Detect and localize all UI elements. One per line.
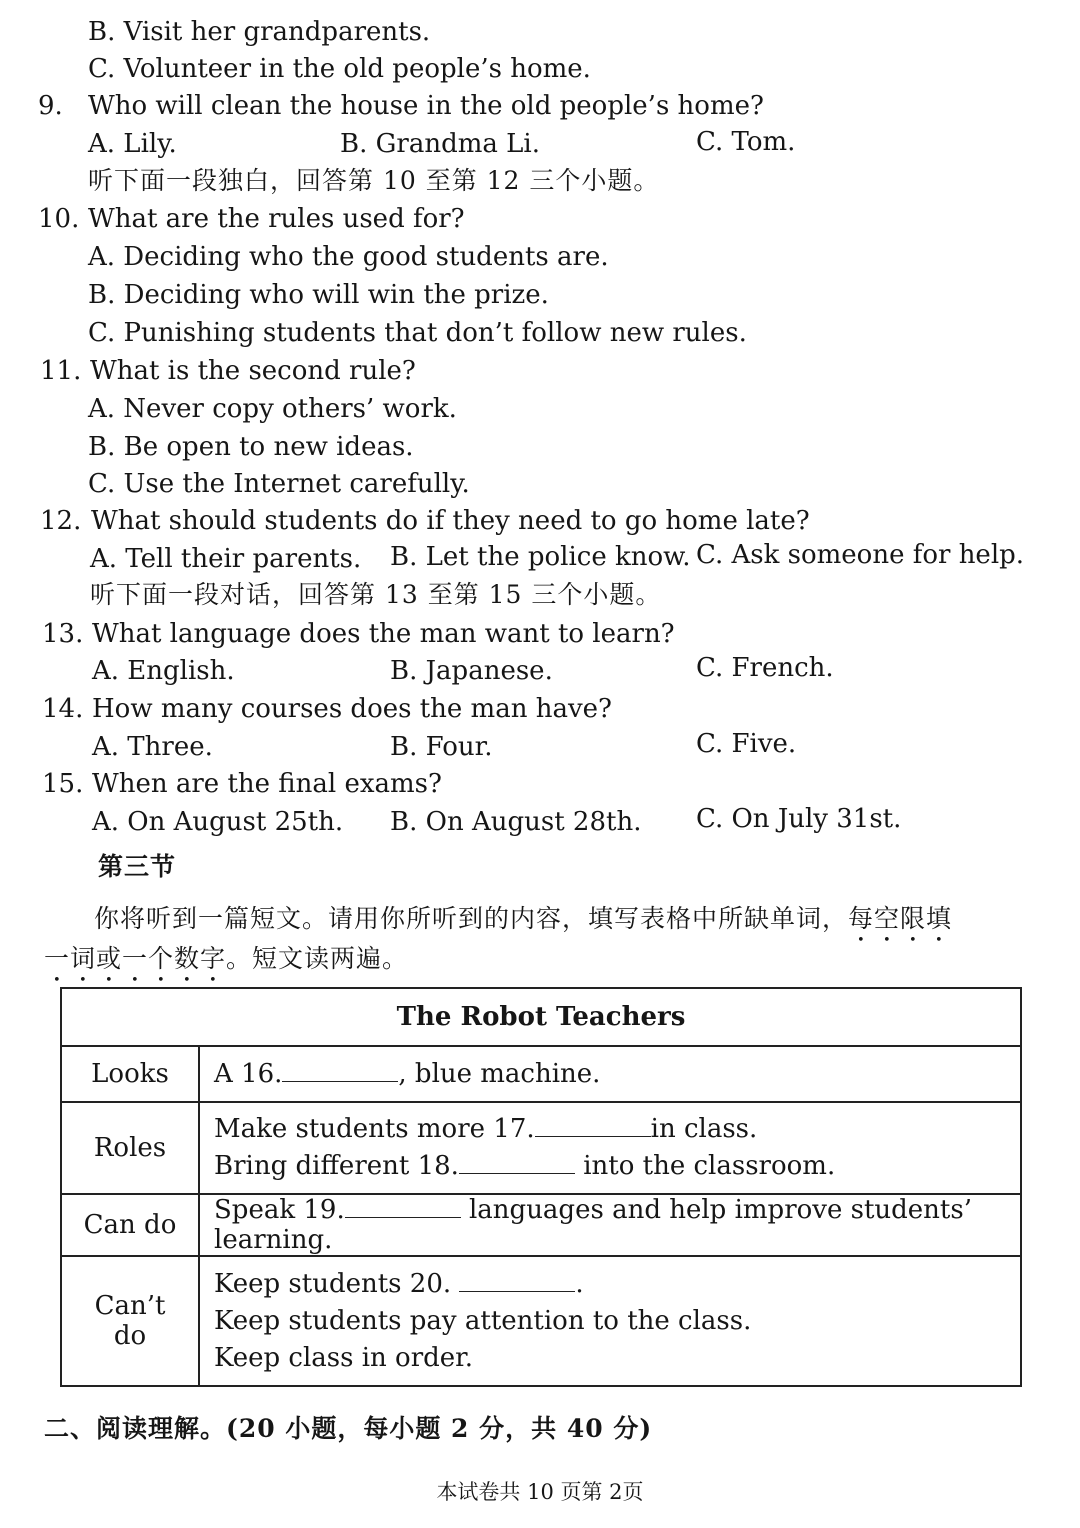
q9-option-b: B. Grandma Li. bbox=[340, 129, 540, 159]
blank-18[interactable] bbox=[459, 1151, 575, 1174]
q13-option-c: C. French. bbox=[696, 653, 834, 683]
q10-option-a: A. Deciding who the good students are. bbox=[88, 242, 609, 272]
section-instruction bbox=[94, 896, 1054, 948]
q15-option-b: B. On August 28th. bbox=[390, 807, 642, 837]
cell-text: Keep students pay attention to the class. bbox=[214, 1305, 752, 1336]
question-number: 11. bbox=[40, 356, 82, 386]
q10-option-c: C. Punishing students that don’t follow new rules. bbox=[88, 318, 747, 348]
blank-16[interactable] bbox=[282, 1059, 398, 1082]
question-text: When are the final exams? bbox=[92, 769, 442, 799]
question-14 bbox=[42, 694, 612, 725]
cell-text: Speak 19. bbox=[214, 1195, 345, 1225]
question-10 bbox=[38, 204, 465, 235]
table-title: The Robot Teachers bbox=[61, 988, 1021, 1046]
cell-text: Bring different 18. bbox=[214, 1151, 459, 1181]
row-content bbox=[199, 1256, 1021, 1386]
q11-option-b: B. Be open to new ideas. bbox=[88, 432, 414, 462]
table-row bbox=[61, 1046, 1021, 1102]
q11-option-a: A. Never copy others’ work. bbox=[88, 394, 457, 424]
row-label: Roles bbox=[61, 1102, 199, 1194]
question-number: 15. bbox=[42, 769, 84, 799]
question-text: What are the rules used for? bbox=[88, 204, 465, 234]
robot-teachers-table bbox=[60, 987, 1022, 1387]
table-row bbox=[61, 1256, 1021, 1386]
row-content bbox=[199, 1194, 1021, 1256]
question-11 bbox=[40, 356, 416, 387]
q8-option-b: B. Visit her grandparents. bbox=[88, 17, 431, 47]
question-text: Who will clean the house in the old people’s home? bbox=[88, 91, 764, 121]
instruction-text: 。短文读两遍。 bbox=[226, 944, 409, 973]
question-text: How many courses does the man have? bbox=[92, 694, 612, 724]
q12-option-a: A. Tell their parents. bbox=[90, 544, 362, 574]
q8-option-c: C. Volunteer in the old people’s home. bbox=[88, 54, 591, 84]
cell-text: , blue machine. bbox=[398, 1059, 601, 1089]
cell-text: languages and help improve students’ learning. bbox=[214, 1195, 972, 1255]
q13-option-b: B. Japanese. bbox=[390, 656, 553, 686]
part2-heading: 二、阅读理解。(20 小题，每小题 2 分，共 40 分) bbox=[44, 1414, 653, 1443]
q12-option-b: B. Let the police know. bbox=[390, 542, 691, 572]
row-content bbox=[199, 1102, 1021, 1194]
question-text: What is the second rule? bbox=[90, 356, 416, 386]
blank-20[interactable] bbox=[459, 1269, 575, 1292]
row-label: Looks bbox=[61, 1046, 199, 1102]
q14-option-a: A. Three. bbox=[92, 732, 213, 762]
q12-option-c: C. Ask someone for help. bbox=[696, 540, 1025, 570]
q9-option-c: C. Tom. bbox=[696, 127, 796, 157]
section-instruction-cont bbox=[44, 944, 408, 988]
instruction-text: 你将听到一篇短文。请用你所听到的内容，填写表格中所缺单词， bbox=[94, 904, 849, 933]
blank-17[interactable] bbox=[535, 1114, 651, 1137]
row-label: Can do bbox=[61, 1194, 199, 1256]
q10-option-b: B. Deciding who will win the prize. bbox=[88, 280, 549, 310]
cell-text: . bbox=[575, 1268, 584, 1299]
question-number: 14. bbox=[42, 694, 84, 724]
question-number: 9. bbox=[38, 91, 63, 121]
q14-option-b: B. Four. bbox=[390, 732, 493, 762]
instruction-10-12: 听下面一段独白，回答第 10 至第 12 三个小题。 bbox=[88, 166, 660, 195]
q15-option-a: A. On August 25th. bbox=[92, 807, 344, 837]
question-13 bbox=[42, 619, 675, 650]
question-9 bbox=[38, 91, 764, 122]
cell-text: Make students more 17. bbox=[214, 1114, 535, 1144]
blank-19[interactable] bbox=[345, 1195, 461, 1218]
question-12 bbox=[40, 506, 810, 537]
question-number: 10. bbox=[38, 204, 80, 234]
row-content bbox=[199, 1046, 1021, 1102]
table-row bbox=[61, 1194, 1021, 1256]
instruction-emphasis: 每空限填 bbox=[848, 904, 953, 933]
cell-text: Keep class in order. bbox=[214, 1342, 474, 1373]
q11-option-c: C. Use the Internet carefully. bbox=[88, 469, 470, 499]
question-text: What language does the man want to learn? bbox=[92, 619, 675, 649]
section-title: 第三节 bbox=[98, 852, 177, 881]
row-label: Can’t do bbox=[61, 1256, 199, 1386]
question-text: What should students do if they need to go home late? bbox=[91, 506, 810, 536]
q14-option-c: C. Five. bbox=[696, 729, 797, 759]
instruction-13-15: 听下面一段对话，回答第 13 至第 15 三个小题。 bbox=[90, 580, 662, 609]
table-row bbox=[61, 1102, 1021, 1194]
q15-option-c: C. On July 31st. bbox=[696, 804, 902, 834]
instruction-emphasis: 一词或一个数字 bbox=[44, 944, 227, 973]
cell-text: A 16. bbox=[214, 1059, 283, 1089]
question-15 bbox=[42, 769, 442, 800]
q9-option-a: A. Lily. bbox=[88, 129, 177, 159]
question-number: 13. bbox=[42, 619, 84, 649]
cell-text: into the classroom. bbox=[574, 1151, 836, 1181]
question-number: 12. bbox=[40, 506, 82, 536]
cell-text: Keep students 20. bbox=[214, 1268, 460, 1299]
q13-option-a: A. English. bbox=[92, 656, 235, 686]
cell-text: in class. bbox=[650, 1114, 758, 1144]
page-footer: 本试卷共 10 页第 2页 bbox=[436, 1480, 644, 1504]
